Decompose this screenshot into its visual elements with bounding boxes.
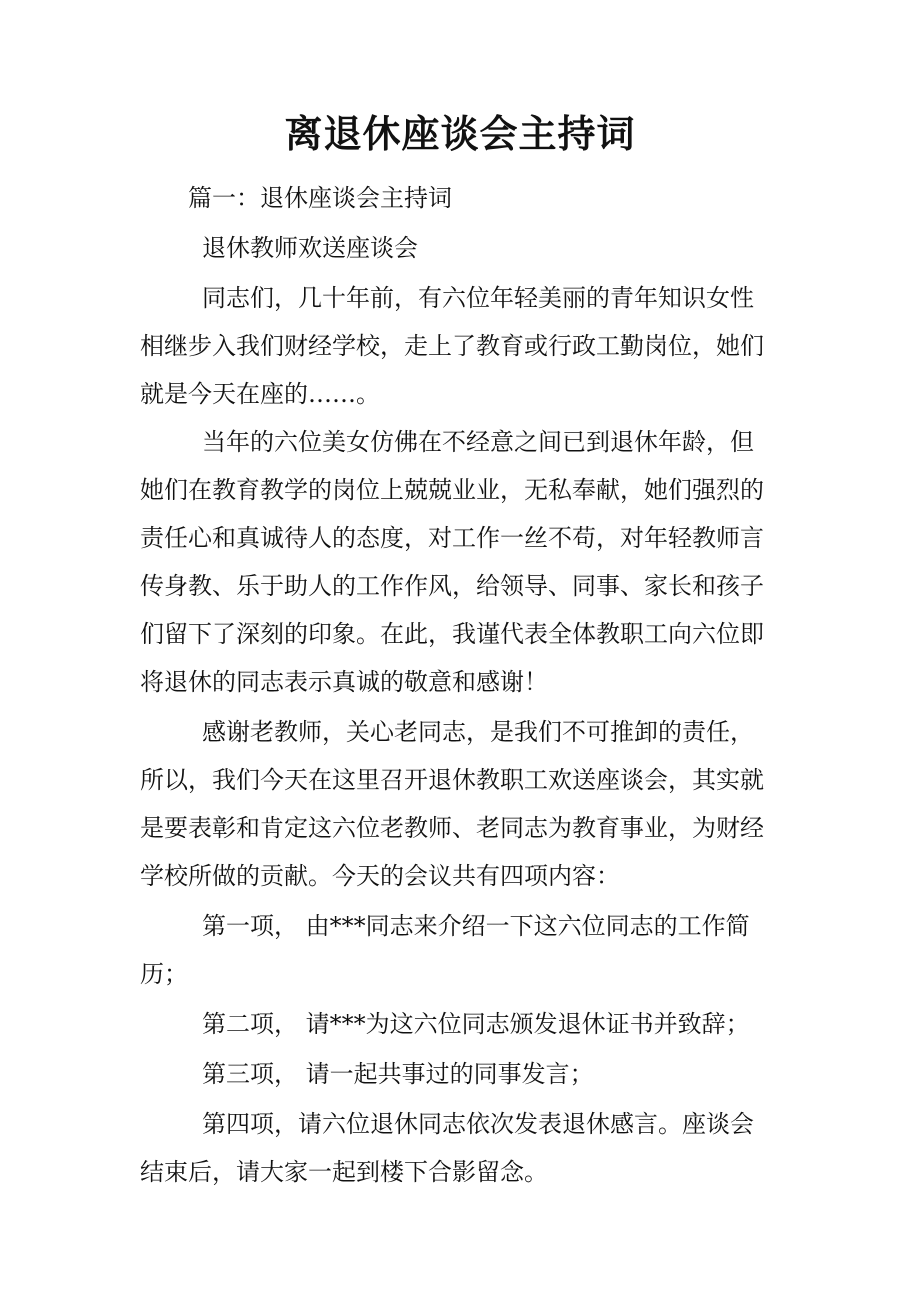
paragraph-line: 传身教、乐于助人的工作作风，给领导、同事、家长和孩子	[140, 572, 764, 600]
paragraph-line: 学校所做的贡献。今天的会议共有四项内容：	[140, 862, 620, 890]
agenda-item: 第三项， 请一起共事过的同事发言；	[202, 1060, 594, 1088]
agenda-item-continuation: 历；	[140, 960, 188, 988]
paragraph-line: 感谢老教师，关心老同志，是我们不可推卸的责任，	[202, 718, 754, 746]
paragraph-line: 所以，我们今天在这里召开退休教职工欢送座谈会，其实就	[140, 766, 764, 794]
paragraph-line: 她们在教育教学的岗位上兢兢业业，无私奉献，她们强烈的	[140, 476, 764, 504]
agenda-item: 第二项， 请***为这六位同志颁发退休证书并致辞；	[202, 1010, 750, 1038]
paragraph-line: 相继步入我们财经学校，走上了教育或行政工勤岗位，她们	[140, 332, 764, 360]
paragraph-line: 同志们，几十年前，有六位年轻美丽的青年知识女性	[202, 284, 754, 312]
paragraph-line: 责任心和真诚待人的态度，对工作一丝不苟，对年轻教师言	[140, 524, 764, 552]
paragraph-line: 是要表彰和肯定这六位老教师、老同志为教育事业，为财经	[140, 814, 764, 842]
document-title: 离退休座谈会主持词	[284, 111, 636, 156]
agenda-item: 第四项，请六位退休同志依次发表退休感言。座谈会	[202, 1110, 754, 1138]
paragraph-line: 们留下了深刻的印象。在此，我谨代表全体教职工向六位即	[140, 620, 764, 648]
subheading: 退休教师欢送座谈会	[202, 234, 418, 262]
section-heading: 篇一：退休座谈会主持词	[188, 184, 452, 212]
paragraph-line: 结束后，请大家一起到楼下合影留念。	[140, 1158, 548, 1186]
paragraph-line: 就是今天在座的……。	[140, 380, 380, 408]
agenda-item: 第一项， 由***同志来介绍一下这六位同志的工作简	[202, 912, 750, 940]
paragraph-line: 将退休的同志表示真诚的敬意和感谢！	[140, 668, 548, 696]
paragraph-line: 当年的六位美女仿佛在不经意之间已到退休年龄，但	[202, 428, 754, 456]
